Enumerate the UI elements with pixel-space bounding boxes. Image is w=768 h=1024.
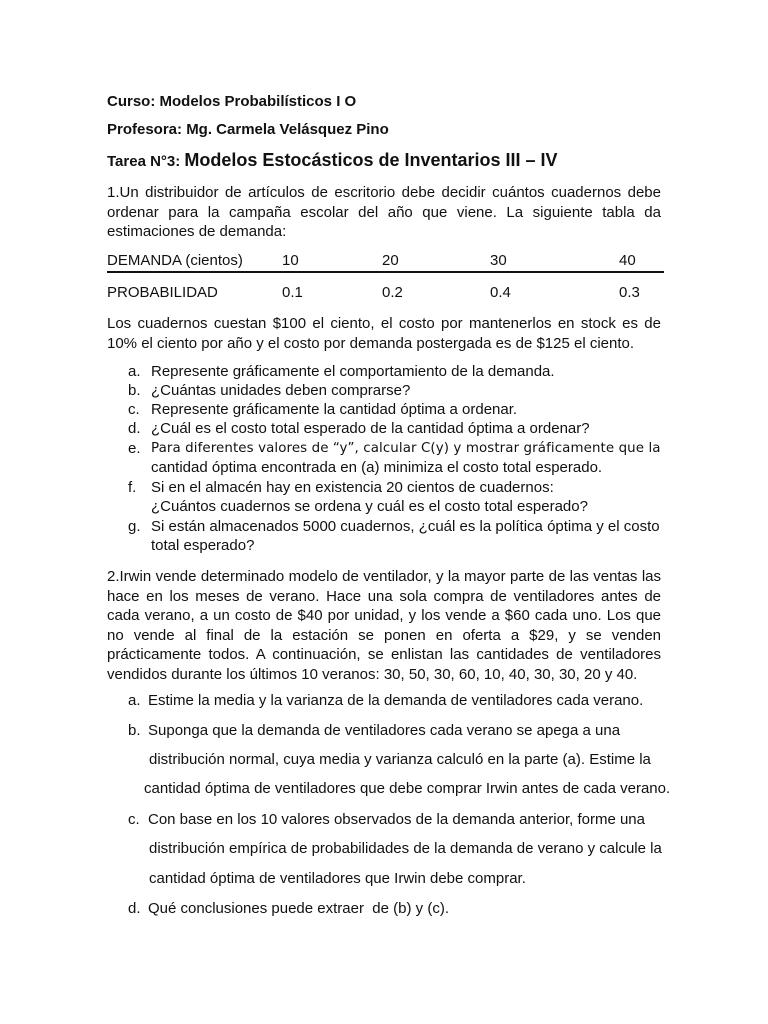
problem1-costs: Los cuadernos cuestan $100 el ciento, el costo por mantenerlos en stock es de 10% el ciento por año y el costo por demanda postergada es de $125 el ciento. xyxy=(107,315,661,352)
item-label: d. xyxy=(128,900,141,917)
demand-value: 10 xyxy=(282,252,299,269)
task-title xyxy=(107,150,558,171)
item-label: g. xyxy=(128,518,141,535)
item-label: a. xyxy=(128,692,141,709)
probability-value: 0.2 xyxy=(382,284,403,301)
item-text: Para diferentes valores de “y”, calcular C(y) y mostrar gráficamente que la xyxy=(151,441,661,456)
item-text: Si están almacenados 5000 cuadernos, ¿cuál es la política óptima y el costo total esperado? xyxy=(151,518,660,555)
item-label: d. xyxy=(128,420,141,437)
table-divider xyxy=(107,271,664,273)
item-text: Si en el almacén hay en existencia 20 cientos de cuadernos: ¿Cuántos cuadernos se ordena y cuál es el costo total esperado? xyxy=(151,479,588,516)
teacher-heading: Profesora: Mg. Carmela Velásquez Pino xyxy=(107,121,389,138)
task-title-text: Modelos Estocásticos de Inventarios III – IV xyxy=(184,150,558,170)
item-label: e. xyxy=(128,440,141,457)
problem2-intro: 2.Irwin vende determinado modelo de ventilador, y la mayor parte de las ventas las hace en los meses de verano. Hace una sola compra de ventiladores antes de cada verano, a un costo de $40 por unidad, y los vende a $60 cada uno. Los que no vende al final de la estación se ponen en oferta a $29, y se venden prácticamente todos. A continuación, se enlistan las cantidades de ventiladores vendidos durante los últimos 10 veranos: 30, 50, 30, 60, 10, 40, 30, 30, 20 y 40. xyxy=(107,568,661,683)
item-label: b. xyxy=(128,382,141,399)
list-item xyxy=(128,811,645,828)
list-item xyxy=(128,692,643,709)
list-item xyxy=(128,722,620,739)
item-label: c. xyxy=(128,811,140,828)
item-text: cantidad óptima encontrada en (a) minimiza el costo total esperado. xyxy=(151,459,603,477)
demand-value: 30 xyxy=(490,252,507,269)
item-text: Qué conclusiones puede extraer de (b) y (c). xyxy=(148,900,449,917)
probability-value: 0.3 xyxy=(619,284,640,301)
probability-row xyxy=(107,284,663,304)
item-label: c. xyxy=(128,401,140,418)
item-text: Con base en los 10 valores observados de la demanda anterior, forme una xyxy=(148,811,645,828)
item-label: f. xyxy=(128,479,137,496)
course-heading: Curso: Modelos Probabilísticos I O xyxy=(107,93,357,110)
list-item xyxy=(128,381,668,400)
probability-label: PROBABILIDAD xyxy=(107,284,218,301)
list-item xyxy=(128,900,449,917)
list-item xyxy=(128,400,668,419)
demand-value: 20 xyxy=(382,252,399,269)
probability-value: 0.4 xyxy=(490,284,511,301)
item-text-continuation: cantidad óptima de ventiladores que Irwin debe comprar. xyxy=(149,870,526,887)
demand-row xyxy=(107,252,663,272)
list-item xyxy=(128,439,668,478)
item-text: ¿Cuántas unidades deben comprarse? xyxy=(151,382,411,399)
list-item xyxy=(128,362,668,381)
probability-value: 0.1 xyxy=(282,284,303,301)
item-label: b. xyxy=(128,722,141,739)
item-text-continuation: distribución empírica de probabilidades de la demanda de verano y calcule la xyxy=(149,840,662,857)
item-label: a. xyxy=(128,363,141,380)
item-text: Estime la media y la varianza de la demanda de ventiladores cada verano. xyxy=(148,692,644,709)
item-text: ¿Cuál es el costo total esperado de la cantidad óptima a ordenar? xyxy=(151,420,590,437)
item-text-continuation: cantidad óptima de ventiladores que debe comprar Irwin antes de cada verano. xyxy=(144,780,671,797)
item-text: Represente gráficamente el comportamiento de la demanda. xyxy=(151,363,555,380)
item-text: Suponga que la demanda de ventiladores cada verano se apega a una xyxy=(148,722,621,739)
list-item xyxy=(128,517,668,556)
list-item xyxy=(128,478,668,517)
item-text: Represente gráficamente la cantidad óptima a ordenar. xyxy=(151,401,518,418)
task-prefix: Tarea N°3: xyxy=(107,153,185,170)
demand-value: 40 xyxy=(619,252,636,269)
list-item xyxy=(128,419,668,438)
item-text-continuation: distribución normal, cuya media y varianza calculó en la parte (a). Estime la xyxy=(149,751,651,768)
demand-label: DEMANDA (cientos) xyxy=(107,252,243,269)
problem1-intro: 1.Un distribuidor de artículos de escritorio debe decidir cuántos cuadernos debe ordenar para la campaña escolar del año que viene. La siguiente tabla da estimaciones de demanda: xyxy=(107,184,661,241)
